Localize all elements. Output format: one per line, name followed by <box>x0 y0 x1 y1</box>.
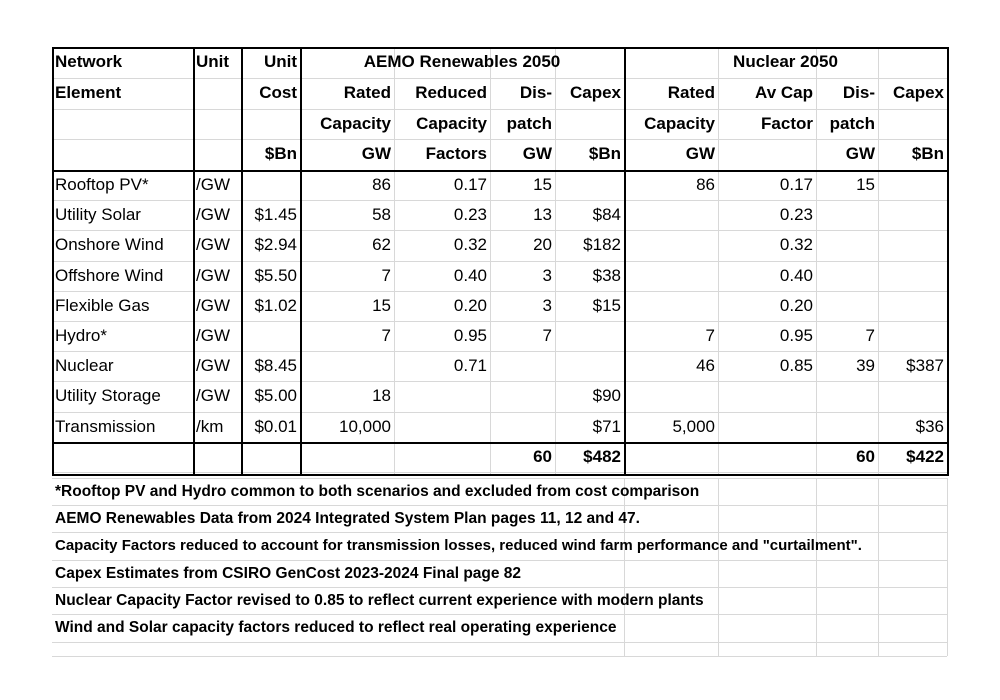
row-label: Hydro* <box>55 326 107 345</box>
table-cell: 3 <box>542 296 552 315</box>
column-header: Factor <box>761 114 813 133</box>
table-cell: $182 <box>583 235 621 254</box>
column-header: Capacity <box>416 114 487 133</box>
table-cell: $5.50 <box>254 266 297 285</box>
table-cell: 86 <box>372 175 391 194</box>
column-header: $Bn <box>588 144 621 163</box>
border <box>193 47 195 474</box>
column-header: Capacity <box>320 114 391 133</box>
table-cell: 0.40 <box>779 266 813 285</box>
table-cell: 0.71 <box>453 356 487 375</box>
table-cell: 0.23 <box>779 205 813 224</box>
total-cell: $482 <box>583 447 621 466</box>
table-cell: 0.85 <box>779 356 813 375</box>
table-cell: 7 <box>542 326 552 345</box>
column-header: Capex <box>892 83 944 102</box>
table-cell: 0.17 <box>453 175 487 194</box>
group-header-renewables: AEMO Renewables 2050 <box>363 52 561 71</box>
column-header: Network <box>55 52 123 71</box>
table-cell: $71 <box>592 417 621 436</box>
table-cell: /GW <box>196 326 230 345</box>
gridline <box>52 656 947 657</box>
border <box>52 170 949 172</box>
table-cell: 7 <box>865 326 875 345</box>
border <box>52 47 949 49</box>
row-label: Utility Storage <box>55 386 161 405</box>
table-cell: /km <box>196 417 224 436</box>
border <box>52 47 54 474</box>
column-header: Dis- <box>519 83 552 102</box>
table-cell: $8.45 <box>254 356 297 375</box>
footnote: Wind and Solar capacity factors reduced to reflect real operating experience <box>55 619 617 636</box>
column-header: Factors <box>425 144 487 163</box>
table-cell: 62 <box>372 235 391 254</box>
table-cell: 7 <box>705 326 715 345</box>
gridline <box>52 472 947 473</box>
table-cell: 0.32 <box>779 235 813 254</box>
table-cell: /GW <box>196 205 230 224</box>
table-cell: 13 <box>533 205 552 224</box>
footnote: AEMO Renewables Data from 2024 Integrated System Plan pages 11, 12 and 47. <box>55 510 640 527</box>
table-cell: $36 <box>915 417 944 436</box>
footnote: Capacity Factors reduced to account for transmission losses, reduced wind farm performance and "curtailment". <box>55 537 862 554</box>
column-header: GW <box>361 144 391 163</box>
table-cell: /GW <box>196 235 230 254</box>
column-header: $Bn <box>264 144 297 163</box>
gridline <box>816 478 817 656</box>
border <box>947 47 949 474</box>
gridline <box>52 642 947 643</box>
table-cell: 18 <box>372 386 391 405</box>
table-cell: 58 <box>372 205 391 224</box>
table-cell: 5,000 <box>672 417 715 436</box>
row-label: Rooftop PV* <box>55 175 149 194</box>
column-header: Rated <box>667 83 715 102</box>
total-cell: 60 <box>533 447 552 466</box>
group-header-nuclear: Nuclear 2050 <box>733 52 838 71</box>
table-cell: $15 <box>592 296 621 315</box>
gridline <box>718 478 719 656</box>
table-cell: /GW <box>196 266 230 285</box>
column-header: Unit <box>196 52 230 71</box>
column-header: GW <box>685 144 715 163</box>
table-cell: /GW <box>196 175 230 194</box>
row-label: Transmission <box>55 417 156 436</box>
table-cell: $2.94 <box>254 235 297 254</box>
table-cell: 7 <box>381 326 391 345</box>
table-cell: 0.20 <box>453 296 487 315</box>
column-header: $Bn <box>911 144 944 163</box>
table-cell: 15 <box>372 296 391 315</box>
table-cell: 10,000 <box>339 417 391 436</box>
column-header: GW <box>522 144 552 163</box>
table-cell: $84 <box>592 205 621 224</box>
table-cell: /GW <box>196 296 230 315</box>
table-cell: 86 <box>696 175 715 194</box>
table-cell: /GW <box>196 386 230 405</box>
table-cell: 0.17 <box>779 175 813 194</box>
column-header: GW <box>845 144 875 163</box>
column-header: Reduced <box>415 83 487 102</box>
gridline <box>878 478 879 656</box>
table-cell: $90 <box>592 386 621 405</box>
table-cell: 3 <box>542 266 552 285</box>
table-cell: 46 <box>696 356 715 375</box>
table-cell: $0.01 <box>254 417 297 436</box>
footnote: *Rooftop PV and Hydro common to both scenarios and excluded from cost comparison <box>55 483 700 500</box>
footnote: Nuclear Capacity Factor revised to 0.85 to reflect current experience with modern plants <box>55 592 704 609</box>
border <box>52 442 949 444</box>
total-cell: $422 <box>906 447 944 466</box>
border <box>300 47 302 474</box>
table-cell: $1.02 <box>254 296 297 315</box>
column-header: Av Cap <box>755 83 813 102</box>
column-header: Capacity <box>644 114 715 133</box>
table-cell: $5.00 <box>254 386 297 405</box>
column-header: patch <box>829 114 875 133</box>
table-cell: $38 <box>592 266 621 285</box>
table-cell: 7 <box>381 266 391 285</box>
table-cell: 0.32 <box>453 235 487 254</box>
table-cell: 0.23 <box>453 205 487 224</box>
table-cell: 0.95 <box>453 326 487 345</box>
border <box>52 474 949 476</box>
table-cell: 0.95 <box>779 326 813 345</box>
column-header: Unit <box>263 52 297 71</box>
row-label: Nuclear <box>55 356 114 375</box>
table-cell: 20 <box>533 235 552 254</box>
column-header: Cost <box>259 83 297 102</box>
column-header: patch <box>506 114 552 133</box>
column-header: Element <box>55 83 122 102</box>
row-label: Utility Solar <box>55 205 141 224</box>
table-cell: 0.20 <box>779 296 813 315</box>
total-cell: 60 <box>856 447 875 466</box>
table-cell: $387 <box>906 356 944 375</box>
row-label: Onshore Wind <box>55 235 164 254</box>
footnote: Capex Estimates from CSIRO GenCost 2023-2024 Final page 82 <box>55 565 522 582</box>
row-label: Offshore Wind <box>55 266 164 285</box>
column-header: Dis- <box>842 83 875 102</box>
column-header: Capex <box>569 83 621 102</box>
table-cell: $1.45 <box>254 205 297 224</box>
column-header: Rated <box>343 83 391 102</box>
table-cell: /GW <box>196 356 230 375</box>
border <box>241 47 243 474</box>
gridline <box>947 478 948 656</box>
table-cell: 0.40 <box>453 266 487 285</box>
row-label: Flexible Gas <box>55 296 150 315</box>
table-cell: 15 <box>856 175 875 194</box>
border <box>624 47 626 474</box>
table-cell: 15 <box>533 175 552 194</box>
table-cell: 39 <box>856 356 875 375</box>
